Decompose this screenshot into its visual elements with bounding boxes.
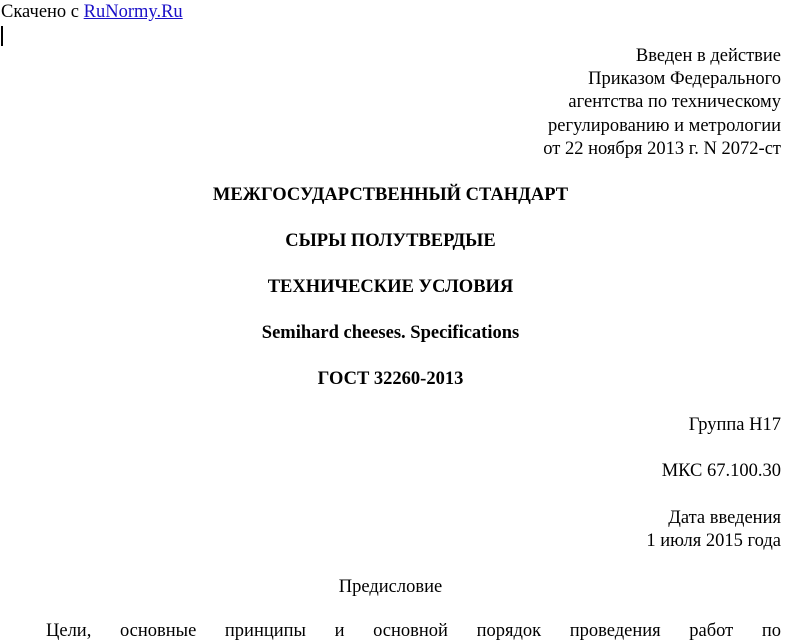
document-title: СЫРЫ ПОЛУТВЕРДЫЕ	[285, 231, 496, 251]
english-title: Semihard cheeses. Specifications	[261, 323, 520, 343]
intro-date-value: 1 июля 2015 года	[646, 531, 781, 551]
enactment-line: Введен в действие	[635, 46, 781, 66]
preface-paragraph: Цели, основные принципы и основной порядок проведения работ по	[46, 621, 781, 641]
preface-heading: Предисловие	[338, 577, 443, 597]
enactment-block	[543, 45, 781, 161]
document-subtitle: ТЕХНИЧЕСКИЕ УСЛОВИЯ	[267, 277, 514, 297]
mks-label: МКС 67.100.30	[661, 461, 781, 481]
intro-date-label: Дата введения	[668, 508, 781, 528]
text-caret	[1, 26, 3, 46]
source-prefix: Скачено с	[1, 2, 84, 22]
enactment-line: от 22 ноября 2013 г. N 2072-ст	[543, 138, 781, 159]
standard-code: ГОСТ 32260-2013	[317, 369, 464, 389]
enactment-line: агентства по техническому	[568, 92, 781, 113]
enactment-line: Приказом Федерального	[588, 69, 781, 90]
source-line	[1, 1, 183, 24]
standard-type-heading: МЕЖГОСУДАРСТВЕННЫЙ СТАНДАРТ	[212, 185, 569, 205]
enactment-line: регулированию и метрологии	[548, 115, 781, 136]
group-label: Группа Н17	[688, 415, 781, 435]
source-link[interactable]: RuNormy.Ru	[83, 2, 183, 22]
